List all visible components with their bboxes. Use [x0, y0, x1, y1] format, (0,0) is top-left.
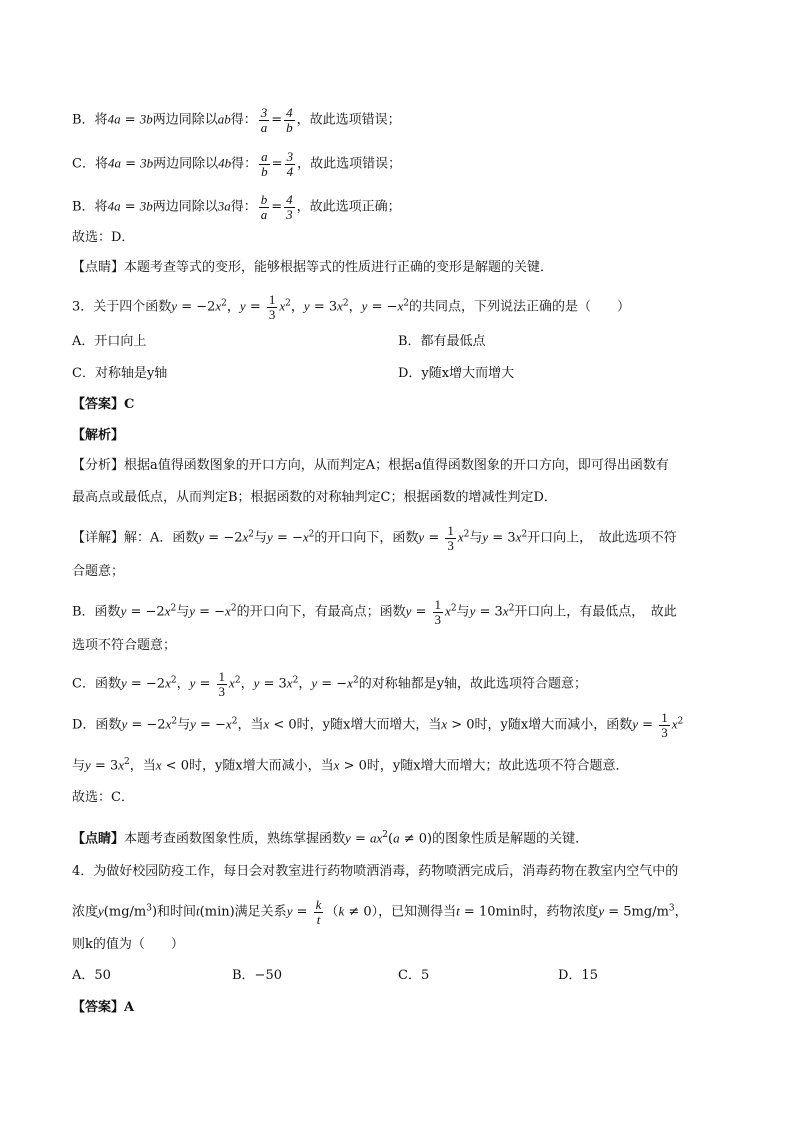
answer-choice-d: 故选：D．	[72, 230, 135, 245]
q3-option-b[interactable]: B．都有最低点	[398, 334, 486, 349]
detail-line-b: B．函数$y = -2x^2$与$y = -x^2$的开口向下，有最高点；函数y = $\frac{1}{3}$ $x^2$与$y = 3x^2$开口向上，有最低点， 故此	[72, 597, 677, 627]
question-3-stem: 3．关于四个函数$y = -2x^2$，y = $\frac{1}{3}$ $x^2$，$y = 3x^2$，$y = -x^2$的共同点，下列说法正确的是（ ）	[72, 292, 631, 322]
analysis-line-2: 最高点或最低点，从而判定B；根据函数的对称轴判定C；根据函数的增减性判定D．	[72, 490, 557, 505]
q3-option-d[interactable]: D．y随x增大而增大	[398, 366, 515, 381]
answer-label-q3: 【答案】C	[72, 397, 135, 412]
detail-line-a: 【详解】解：A．函数$y = -2x^2$与$y = -x^2$的开口向下，函数y = $\frac{1}{3}$ $x^2$与$y = 3x^2$开口向上， 故此选项不符	[72, 523, 677, 553]
q4-option-d[interactable]: D．15	[558, 968, 598, 983]
line-option-b-first: B．将4a = 3b两边同除以ab得： $\frac{3}{a}$ = $\frac{4}{b}$ ，故此选项错误；	[72, 105, 401, 135]
detail-line-c: C．函数$y = -2x^2$，y = $\frac{1}{3}$ $x^2$，$y = 3x^2$，$y = -x^2$的对称轴都是y轴，故此选项符合题意；	[72, 669, 588, 699]
answer-label-q4: 【答案】A	[72, 1000, 135, 1015]
q3-option-a[interactable]: A．开口向上	[72, 334, 147, 349]
q3-option-c[interactable]: C．对称轴是y轴	[72, 366, 168, 381]
q4-option-a[interactable]: A．50	[72, 968, 111, 983]
answer-choice-c: 故选：C．	[72, 790, 134, 805]
analysis-label: 【解析】	[72, 428, 125, 443]
analysis-line-1: 【分析】根据a值得函数图象的开口方向，从而判定A；根据a值得函数图象的开口方向，即可得出函数有	[72, 458, 669, 473]
question-4-stem: 4．为做好校园防疫工作，每日会对教室进行药物喷洒消毒，药物喷洒完成后，消毒药物在教室内空气中的	[72, 864, 679, 879]
line-option-b-second: B．将4a = 3b两边同除以3a得： $\frac{b}{a}$ = $\frac{4}{3}$ ，故此选项正确；	[72, 192, 401, 222]
question-4-stem-cont: 浓度$y(mg/m^3)$和时间t(min)满足关系y = $\frac{k}{t}$ （k ≠ 0），已知测得当t = 10min时，药物浓度$y = 5mg/m^3$，	[72, 897, 688, 927]
q4-option-b[interactable]: B．−50	[232, 968, 282, 983]
comment-q3: 【点睛】本题考查函数图象性质，熟练掌握函数$y = ax^2(a \ne 0)$的图象性质是解题的关键．	[72, 830, 589, 847]
detail-line-d: D．函数$y = -2x^2$与$y = -x^2$，当x < 0时，y随x增大而增大，当x > 0时，y随x增大而减小，函数y = $\frac{1}{3}$ $x^2$	[72, 710, 684, 740]
detail-line-d-cont: 与$y = 3x^2$，当x < 0时，y随x增大而减小，当x > 0时，y随x增大而增大；故此选项不符合题意．	[72, 757, 629, 774]
q4-option-c[interactable]: C．5	[398, 968, 430, 983]
line-option-c: C．将4a = 3b两边同除以4b得： $\frac{a}{b}$ = $\frac{3}{4}$ ，故此选项错误；	[72, 149, 402, 179]
comment-q2: 【点睛】本题考查等式的变形，能够根据等式的性质进行正确的变形是解题的关键．	[72, 260, 554, 275]
detail-line-b-cont: 选项不符合题意；	[72, 638, 177, 653]
question-4-prompt: 则k的值为（ ）	[72, 937, 184, 952]
detail-line-a-cont: 合题意；	[72, 564, 125, 579]
